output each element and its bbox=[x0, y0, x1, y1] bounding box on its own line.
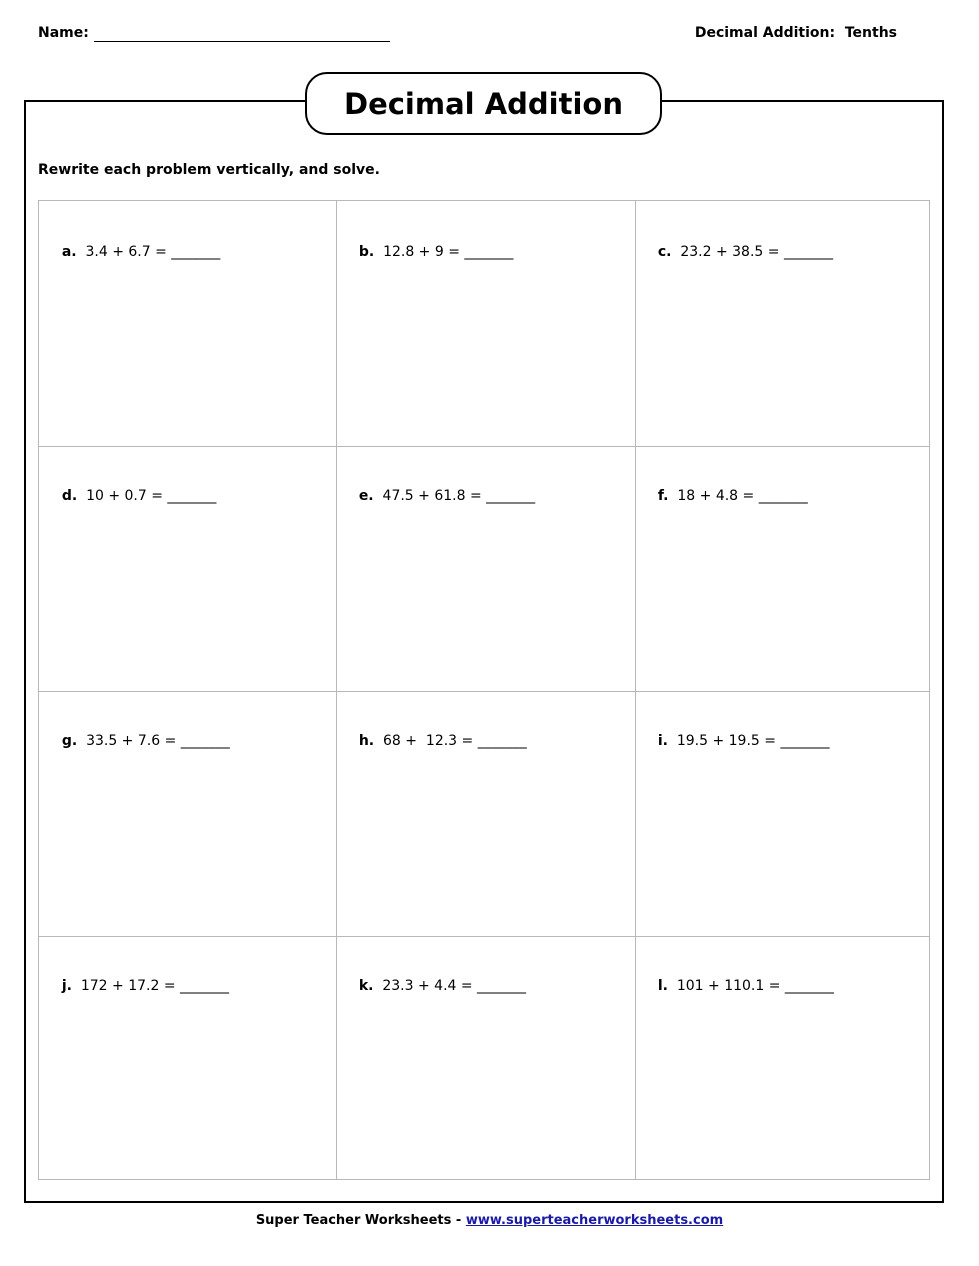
grid-divider bbox=[39, 936, 929, 937]
footer bbox=[0, 1213, 979, 1228]
problem-letter: f. bbox=[657, 488, 669, 504]
grid-divider bbox=[39, 691, 929, 692]
footer-brand: Super Teacher Worksheets - bbox=[255, 1213, 466, 1228]
name-label: Name: bbox=[38, 25, 89, 41]
problem-letter: k. bbox=[358, 978, 374, 994]
problem-letter: i. bbox=[657, 733, 668, 749]
problem-l bbox=[640, 962, 834, 1010]
problem-letter: d. bbox=[61, 488, 78, 504]
page-title: Decimal Addition bbox=[305, 72, 662, 135]
footer-link[interactable]: www.superteacherworksheets.com bbox=[465, 1213, 724, 1228]
problem-expression: 3.4 + 6.7 = _______ bbox=[85, 244, 221, 260]
problem-letter: g. bbox=[61, 733, 78, 749]
worksheet-topic: Decimal Addition: Tenths bbox=[694, 25, 897, 41]
problem-expression: 19.5 + 19.5 = _______ bbox=[676, 733, 830, 749]
problem-expression: 101 + 110.1 = _______ bbox=[676, 978, 834, 994]
problem-expression: 18 + 4.8 = _______ bbox=[677, 488, 808, 504]
problem-grid bbox=[38, 200, 930, 1180]
problem-letter: l. bbox=[657, 978, 668, 994]
name-line bbox=[94, 41, 390, 42]
problem-letter: c. bbox=[657, 244, 672, 260]
problem-expression: 33.5 + 7.6 = _______ bbox=[86, 733, 230, 749]
problem-j bbox=[44, 962, 229, 1010]
problem-e bbox=[341, 472, 535, 520]
problem-a bbox=[44, 228, 220, 276]
problem-letter: h. bbox=[358, 733, 375, 749]
problem-c bbox=[640, 228, 833, 276]
problem-expression: 68 + 12.3 = _______ bbox=[383, 733, 527, 749]
problem-expression: 172 + 17.2 = _______ bbox=[80, 978, 229, 994]
grid-divider bbox=[39, 446, 929, 447]
problem-expression: 23.2 + 38.5 = _______ bbox=[680, 244, 833, 260]
problem-d bbox=[44, 472, 216, 520]
problem-g bbox=[44, 717, 230, 765]
problem-expression: 10 + 0.7 = _______ bbox=[86, 488, 217, 504]
grid-divider bbox=[635, 201, 636, 1179]
problem-letter: b. bbox=[358, 244, 375, 260]
problem-b bbox=[341, 228, 513, 276]
problem-f bbox=[640, 472, 808, 520]
problem-h bbox=[341, 717, 527, 765]
problem-letter: e. bbox=[358, 488, 374, 504]
problem-k bbox=[341, 962, 526, 1010]
problem-letter: a. bbox=[61, 244, 77, 260]
problem-expression: 23.3 + 4.4 = _______ bbox=[382, 978, 527, 994]
grid-divider bbox=[336, 201, 337, 1179]
problem-letter: j. bbox=[61, 978, 72, 994]
problem-expression: 47.5 + 61.8 = _______ bbox=[382, 488, 536, 504]
instructions: Rewrite each problem vertically, and solve. bbox=[38, 162, 380, 178]
problem-expression: 12.8 + 9 = _______ bbox=[383, 244, 514, 260]
problem-i bbox=[640, 717, 829, 765]
